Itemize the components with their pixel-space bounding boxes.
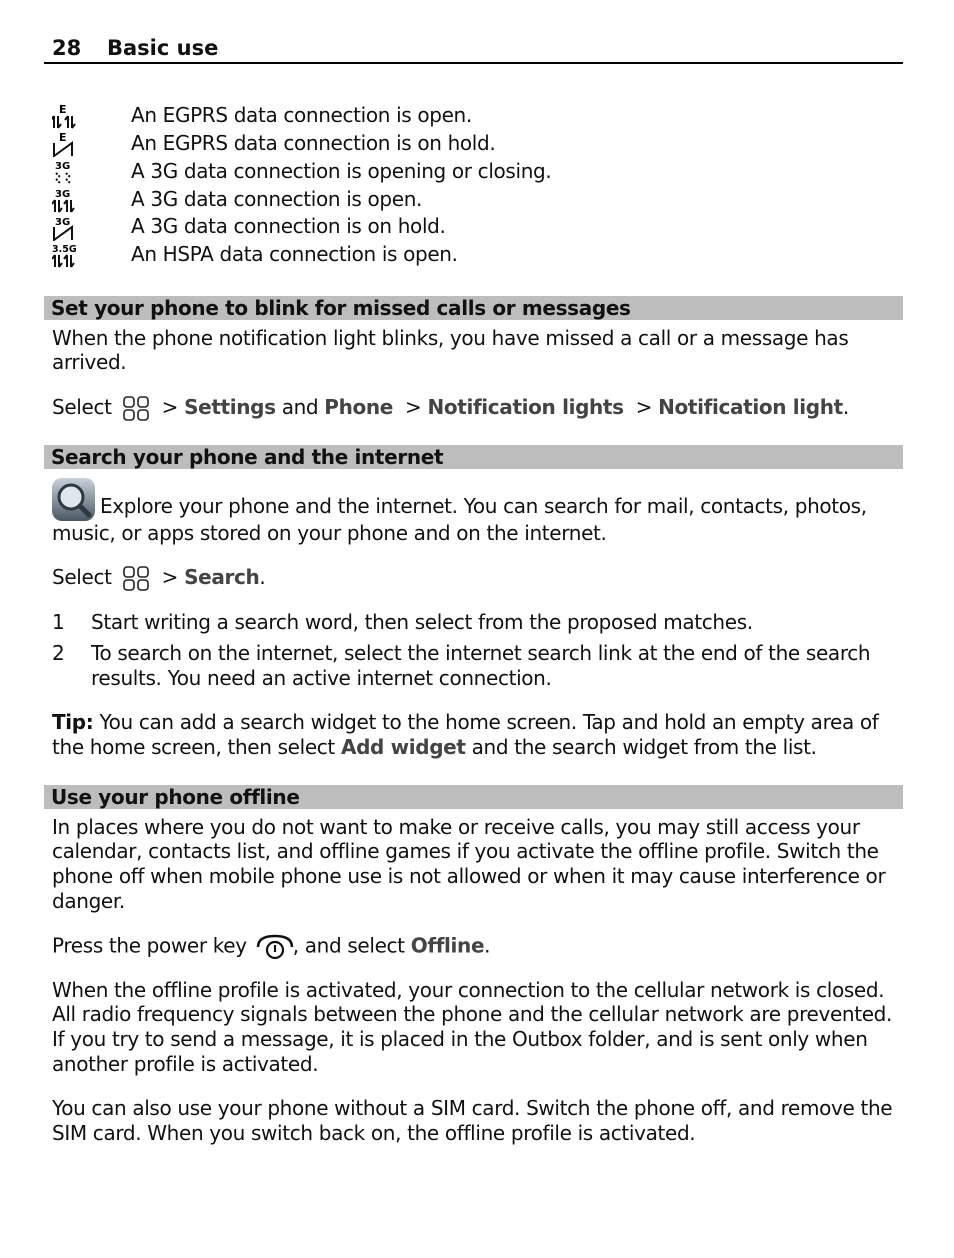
page-header	[44, 34, 903, 64]
section-heading-search-text: Search your phone and the internet	[51, 445, 444, 469]
search-paragraph-line: Explore your phone and the internet. You can search for mail, contacts, photos,	[100, 494, 867, 518]
egprs-open-icon	[52, 102, 78, 129]
status-text-egprs-open: An EGPRS data connection is open.	[131, 103, 472, 127]
offline-paragraph-line: When the offline profile is activated, your connection to the cellular network is closed.	[52, 978, 885, 1002]
press-text: Press the power key	[52, 933, 247, 958]
svg-text:3G: 3G	[55, 217, 71, 228]
power-key-icon	[255, 933, 295, 961]
offline-paragraph-line: phone off when mobile phone use is not allowed or when it may cause interference or	[52, 864, 886, 888]
section-heading-offline-text: Use your phone offline	[51, 785, 300, 809]
step-number: 1	[52, 610, 65, 634]
blink-select-instruction	[52, 395, 849, 422]
tip-line	[52, 710, 878, 735]
svg-text:3G: 3G	[55, 161, 71, 172]
period: .	[842, 395, 849, 419]
svg-text:3G: 3G	[55, 189, 71, 200]
status-text-egprs-hold: An EGPRS data connection is on hold.	[131, 131, 496, 155]
search-app-icon	[51, 477, 96, 522]
tip-line	[52, 735, 817, 760]
phone-label: Phone	[324, 395, 393, 419]
3g-open-icon	[52, 186, 78, 213]
step-text: To search on the internet, select the internet search link at the end of the search	[91, 641, 871, 665]
egprs-hold-icon	[52, 130, 78, 157]
select-word: Select	[52, 565, 112, 589]
offline-paragraph-line: danger.	[52, 889, 125, 913]
svg-text:E: E	[59, 131, 67, 144]
tip-text: You can add a search widget to the home screen. Tap and hold an empty area of	[99, 710, 879, 734]
power-key-instruction	[52, 933, 490, 961]
gt-sign: >	[161, 565, 179, 589]
tip-text: and the search widget from the list.	[471, 735, 817, 759]
status-text-3g-opening: A 3G data connection is opening or closing.	[131, 159, 552, 183]
step-text: Start writing a search word, then select from the proposed matches.	[91, 610, 753, 634]
offline-paragraph-line: In places where you do not want to make or receive calls, you may still access your	[52, 815, 860, 839]
blink-paragraph-line: When the phone notification light blinks, you have missed a call or a message has	[52, 326, 849, 350]
offline-paragraph-line: You can also use your phone without a SIM card. Switch the phone off, and remove the	[52, 1096, 893, 1120]
and-word: and	[281, 395, 319, 419]
status-text-hspa-open: An HSPA data connection is open.	[131, 242, 458, 266]
3g-opening-icon	[52, 158, 78, 185]
section-heading-search	[44, 445, 903, 469]
gt-sign: >	[635, 395, 653, 419]
page-number: 28	[52, 36, 82, 60]
notification-light-label: Notification light	[658, 395, 843, 419]
3g-hold-icon	[52, 214, 78, 241]
notification-lights-label: Notification lights	[427, 395, 624, 419]
press-text: , and select	[292, 933, 405, 958]
step-text: results. You need an active internet connection.	[91, 666, 552, 690]
chapter-title: Basic use	[107, 36, 219, 60]
step-number: 2	[52, 641, 65, 665]
svg-text:3.5G: 3.5G	[52, 244, 77, 255]
svg-text:E: E	[59, 103, 67, 116]
menu-icon	[122, 395, 150, 422]
status-text-3g-open: A 3G data connection is open.	[131, 187, 423, 211]
offline-paragraph-line: calendar, contacts list, and offline games if you activate the offline profile. Switch the	[52, 839, 879, 863]
gt-sign: >	[161, 395, 179, 419]
blink-paragraph-line: arrived.	[52, 350, 127, 374]
section-heading-offline	[44, 785, 903, 809]
menu-icon	[122, 565, 150, 592]
tip-text: the home screen, then select	[52, 735, 335, 759]
offline-paragraph-line: SIM card. When you switch back on, the offline profile is activated.	[52, 1121, 696, 1145]
search-label: Search	[184, 565, 260, 589]
search-select-instruction	[52, 565, 265, 592]
offline-label: Offline	[410, 933, 485, 958]
search-paragraph-line: music, or apps stored on your phone and on the internet.	[52, 521, 607, 545]
status-text-3g-hold: A 3G data connection is on hold.	[131, 214, 446, 238]
period: .	[259, 565, 266, 589]
offline-paragraph-line: another profile is activated.	[52, 1052, 319, 1076]
tip-label: Tip:	[52, 710, 94, 734]
offline-paragraph-line: If you try to send a message, it is placed in the Outbox folder, and is sent only when	[52, 1027, 868, 1051]
hspa-open-icon	[52, 241, 78, 268]
settings-label: Settings	[184, 395, 276, 419]
offline-paragraph-line: All radio frequency signals between the phone and the cellular network are prevented.	[52, 1002, 893, 1026]
select-word: Select	[52, 395, 112, 419]
period: .	[484, 933, 491, 958]
gt-sign: >	[405, 395, 422, 419]
section-heading-blink-text: Set your phone to blink for missed calls or messages	[51, 296, 631, 320]
section-heading-blink	[44, 296, 903, 320]
add-widget-label: Add widget	[340, 735, 466, 759]
